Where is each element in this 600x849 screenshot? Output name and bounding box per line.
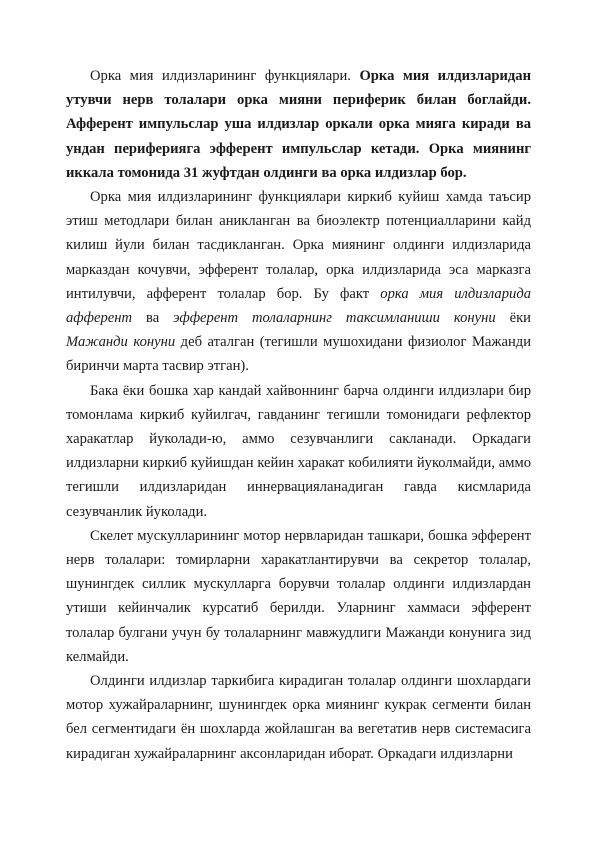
paragraph-2-text-1: Орка мия илдизларининг функциялари киркиб куйиш хамда таъсир этиш методлари билан аникланган ва биоэлектр потенциалларини кайд килиш йули билан тасдикланган. Орка миянинг олдинги илдизларида марказдан кочувчи, эфферент толалар, орка илдизларида эса марказга интилувчи, афферент толалар бор. Бу факт: [66, 189, 531, 302]
paragraph-1: [66, 64, 531, 185]
body-text: [66, 64, 531, 766]
paragraph-4: Скелет мускулларининг мотор нервларидан ташкари, бошка эфферент нерв толалари: томирларни харакатлантирувчи ва секретор толалар, шунингдек силлик мускулларга борувчи толалар олдинги илдизлардан утиши кейинчалик курсатиб берилди. Уларнинг хаммаси эфферент толалар булгани учун бу толаларнинг мавжудлиги Мажанди конунига зид келмайди.: [66, 527, 531, 665]
paragraph-3: Бака ёки бошка хар кандай хайвоннинг барча олдинги илдизлари бир томонлама киркиб куйилгач, гавданинг тегишли томонидаги рефлектор харакатлар йуколади-ю, аммо сезувчанлиги сакланади. Оркадаги илдизларни киркиб куйишдан кейин харакат кобилияти йуколмайди, аммо тегишли илдизларидан иннервацияланадиган гавда кисмларида сезувчанлик йуколади.: [66, 382, 531, 520]
bold-summary: Орка мия илдизларидан утувчи нерв толалари орка мияни периферик билан боглайди. Афферент импульслар уша илдизлар оркали орка мияга киради ва ундан периферияга эфферент импульслар кетади. Орка миянинг иккала томонида 31 жуфтдан олдинги ва орка илдизлар бор.: [66, 68, 531, 181]
paragraph-5: Олдинги илдизлар таркибига кирадиган толалар олдинги шохлардаги мотор хужайраларнинг, шунингдек орка миянинг кукрак сегменти билан бел сегментидаги ён шохларда жойлашган ва вегетатив нерв системасига кирадиган хужайраларнинг аксонларидан иборат. Оркадаги илдизларни: [66, 673, 531, 762]
paragraph-2: [66, 185, 531, 379]
italic-term-1: орка мия илдизларида афферент: [66, 285, 532, 327]
paragraph-2-text-3: ёки: [495, 310, 531, 327]
italic-term-3: Мажанди конуни: [66, 334, 176, 351]
italic-term-2: эфферент толаларнинг таксимланиши конуни: [173, 310, 496, 327]
paragraph-2-text-2: ва: [132, 310, 174, 327]
paragraph-2-text-4: деб аталган (тегишли мушохидани физиолог Мажанди биринчи марта тасвир этган).: [66, 334, 531, 375]
section-heading: Орка мия илдизларининг функциялари.: [90, 68, 360, 84]
